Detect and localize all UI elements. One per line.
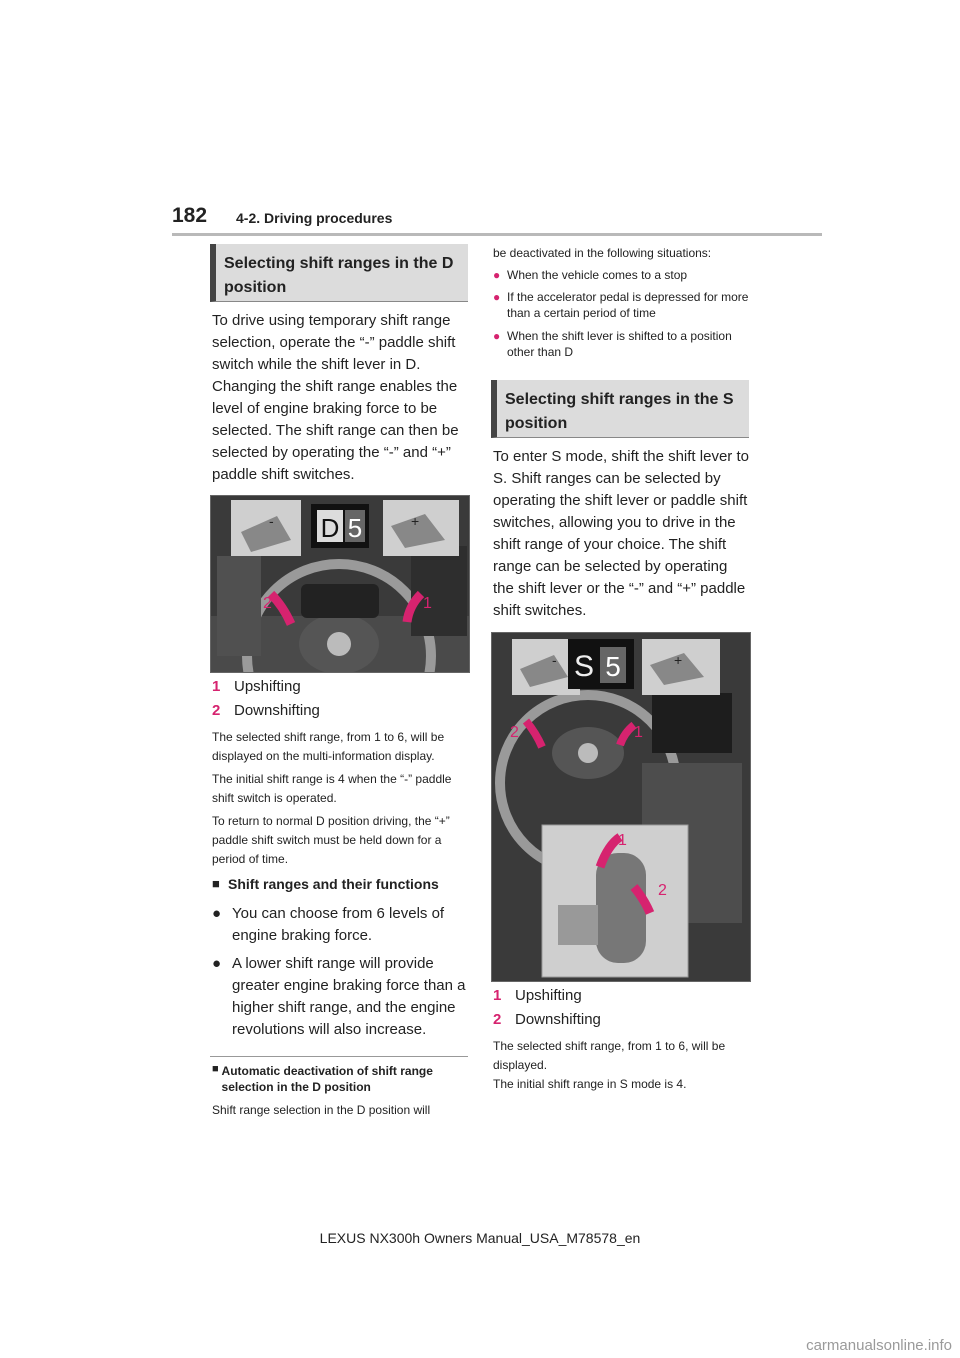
callout-s-1 <box>493 985 582 1007</box>
note-return: To return to normal D position driving, the “+” paddle shift switch must be held down for a period of time. <box>212 814 450 866</box>
paddle-label-1: 1 <box>634 724 643 741</box>
bullet-icon: ● <box>493 268 501 282</box>
situation-2: ● If the accelerator pedal is depressed for more than a certain period of time <box>493 290 749 320</box>
divider <box>210 1056 468 1057</box>
lever-label-1: 1 <box>618 832 627 849</box>
callout-s-2 <box>493 1009 601 1031</box>
bullet-icon: ● <box>493 290 501 304</box>
callout-2 <box>212 700 320 722</box>
section-title: 4-2. Driving procedures <box>236 210 393 226</box>
callout-number: 1 <box>493 987 502 1004</box>
steering-figure-d <box>210 495 470 673</box>
square-bullet-icon: ■ <box>212 1063 219 1075</box>
heading-s-position: Selecting shift ranges in the S position <box>491 380 749 438</box>
header-rule <box>172 233 822 236</box>
heading-d-position: Selecting shift ranges in the D position <box>210 244 468 302</box>
note-display: The selected shift range, from 1 to 6, will be displayed on the multi-information display. <box>212 730 445 763</box>
console-illustration <box>492 633 750 981</box>
callout-1 <box>212 676 301 698</box>
display-number: 5 <box>605 651 621 682</box>
paddle-minus-sign: - <box>269 513 274 529</box>
callout-text: Downshifting <box>234 702 320 719</box>
intro-paragraph: To drive using temporary shift range selection, operate the “-” paddle shift switch while the shift lever in D. Changing the shift range enables the level of engine braking force to be selected. The shift range can then be selected by operating the “-” and “+” paddle shift switches. <box>212 312 459 483</box>
paddle-minus-sign: - <box>552 652 557 668</box>
lever-label-2: 2 <box>658 882 667 899</box>
figure-label-1: 1 <box>423 595 432 612</box>
dashboard-illustration <box>211 496 469 672</box>
display-number: 5 <box>347 513 363 543</box>
callout-number: 2 <box>212 702 221 719</box>
function-item-2: ● A lower shift range will provide greater engine braking force than a higher shift range, and the engine revolutions will also increase. <box>212 953 470 1041</box>
situation-1: ● When the vehicle comes to a stop <box>493 266 751 285</box>
callout-text: Upshifting <box>234 678 301 695</box>
page-number: 182 <box>172 204 208 227</box>
watermark: carmanualsonline.info <box>806 1337 952 1354</box>
callout-text: Downshifting <box>515 1011 601 1028</box>
paddle-label-2: 2 <box>510 724 519 741</box>
s-note-display: The selected shift range, from 1 to 6, will be displayed. <box>493 1039 726 1072</box>
footer-manual-title: LEXUS NX300h Owners Manual_USA_M78578_en <box>319 1230 641 1246</box>
auto-deactivation-heading: ■ Automatic deactivation of shift range selection in the D position <box>212 1063 433 1094</box>
display-letter: D <box>320 513 340 543</box>
bullet-icon: ● <box>493 329 501 343</box>
steering-figure-s <box>491 632 751 982</box>
callout-number: 2 <box>493 1011 502 1028</box>
callout-number: 1 <box>212 678 221 695</box>
square-bullet-icon: ■ <box>212 876 220 891</box>
paddle-plus-sign: + <box>674 652 683 668</box>
continued-text: be deactivated in the following situations: <box>493 246 712 260</box>
functions-heading: ■ Shift ranges and their functions <box>212 876 439 892</box>
figure-label-2: 2 <box>263 595 272 612</box>
display-letter: S <box>573 650 595 683</box>
callout-text: Upshifting <box>515 987 582 1004</box>
function-item-1: ● You can choose from 6 levels of engine braking force. <box>212 903 470 947</box>
s-note-initial: The initial shift range in S mode is 4. <box>493 1077 687 1091</box>
bullet-icon: ● <box>212 955 222 972</box>
situation-3: ● When the shift lever is shifted to a position other than D <box>493 329 732 359</box>
s-mode-paragraph: To enter S mode, shift the shift lever to S. Shift ranges can be selected by operating the shift lever or paddle shift switches, allowing you to drive in the shift range of your choice. The shift range can be selected by operating the shift lever or the “-” and “+” paddle shift switches. <box>493 448 749 619</box>
auto-deactivation-text: Shift range selection in the D position will <box>212 1103 431 1117</box>
paddle-plus-sign: + <box>411 513 420 529</box>
note-initial: The initial shift range is 4 when the “-” paddle shift switch is operated. <box>212 772 452 805</box>
bullet-icon: ● <box>212 905 222 922</box>
